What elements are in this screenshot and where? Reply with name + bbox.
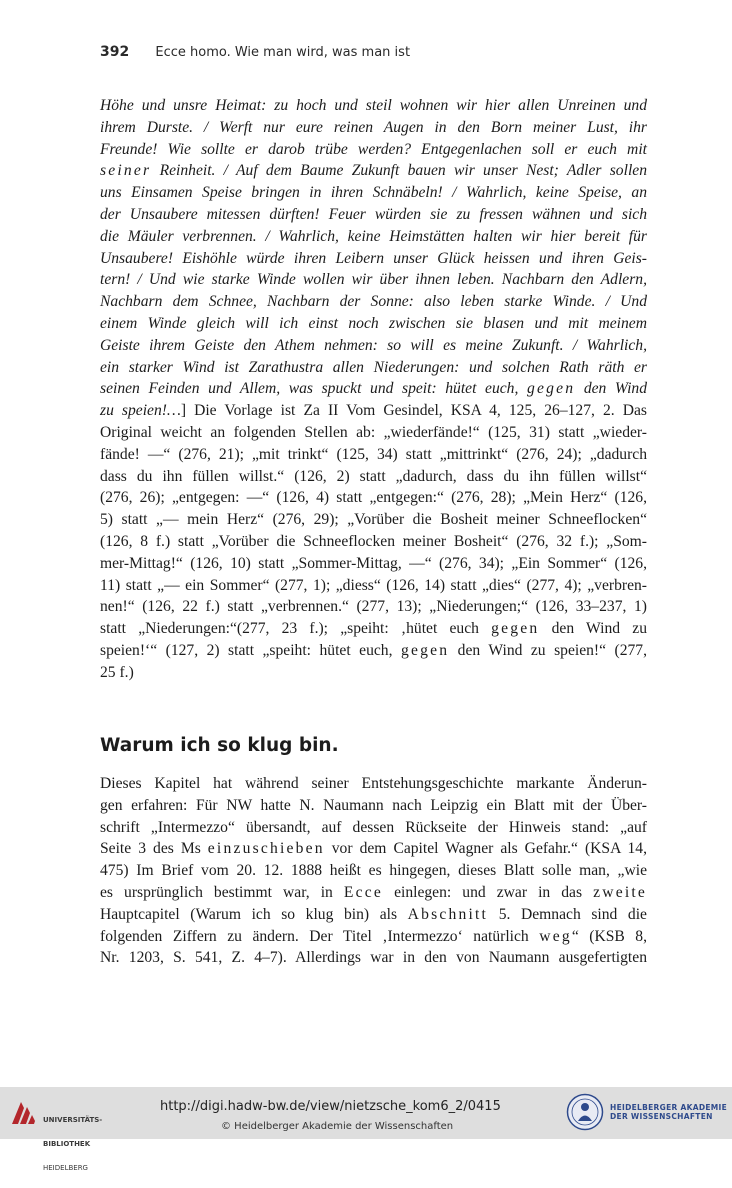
commentary-line-5: 5) statt „— mein Herz“ (276, 29); „Vorüber die Bosheit meiner Schneeflocken“	[100, 511, 647, 529]
footer-bar	[0, 1087, 732, 1172]
spaced-emphasis: gegen	[526, 380, 576, 398]
academy-line-1: HEIDELBERGER AKADEMIE	[610, 1103, 728, 1112]
section-line-5: 475) Im Brief vom 20. 12. 1888 heißt es hingegen, dieses Blatt solle man, „wie	[100, 862, 647, 880]
quote-line-9: tern! / Und wie starke Winde wollen wir über ihnen leben. Nachbarn den Adlern,	[100, 271, 647, 289]
spaced-emphasis: Abschnitt	[407, 905, 489, 923]
page-number: 392	[100, 44, 130, 60]
commentary-line-10: statt „Niederungen:“(277, 23 f.); „speiht: ‚hütet euch gegen den Wind zu	[100, 620, 647, 638]
section-line-2: gen erfahren: Für NW hatte N. Naumann nach Leipzig ein Blatt mit der Über-	[100, 796, 647, 814]
spaced-emphasis: weg	[539, 927, 572, 945]
ub-line-2: BIBLIOTHEK	[43, 1140, 91, 1148]
spaced-emphasis: gegen	[400, 641, 450, 659]
commentary-line-6: (126, 8 f.) statt „Vorüber die Schneeflocken meiner Bosheit“ (276, 32 f.); „Som-	[100, 532, 647, 550]
section-line-9: Nr. 1203, S. 541, Z. 4–7). Allerdings war in den von Naumann ausgefertigten	[100, 949, 647, 967]
ub-line-1: UNIVERSITÄTS-	[43, 1116, 103, 1124]
university-library-name	[43, 1100, 102, 1188]
quote-end-roman: ] Die Vorlage ist Za II Vom Gesindel, KSA 4, 125, 26–127, 2. Das	[180, 402, 647, 420]
spaced-emphasis: seiner	[100, 162, 152, 180]
spaced-emphasis: Ecce	[343, 883, 384, 901]
commentary-line-11: speien!‘“ (127, 2) statt „speiht: hütet euch, gegen den Wind zu speien!“ (277,	[100, 641, 647, 659]
section-line-3: schrift „Intermezzo“ übersandt, auf dessen Rückseite der Hinweis stand: „auf	[100, 818, 647, 836]
commentary-line-8: 11) statt „— ein Sommer“ (277, 1); „diess“ (126, 14) statt „dies“ (277, 4); „verbren-	[100, 576, 647, 594]
section-line-4: Seite 3 des Ms einzuschieben vor dem Capitel Wagner als Gefahr.“ (KSA 14,	[100, 840, 647, 858]
quote-line-6: der Unsaubere mitessen dürften! Feuer würden sie zu fressen wähnen und sich	[100, 205, 647, 223]
text-line-quote-end	[100, 400, 647, 422]
section-body	[100, 773, 647, 969]
quotation-lines	[100, 95, 647, 400]
quote-line-7: die Mäuler verbrennen. / Wahrlich, keine Heimstätten halten wir hier bereit für	[100, 227, 647, 245]
university-library-logo-icon	[8, 1096, 40, 1128]
academy-seal-icon	[566, 1093, 604, 1131]
quote-line-2: ihrem Durste. / Werft nur eure reinen Augen in den Born meiner Lust, ihr	[100, 118, 647, 136]
running-title: Ecce homo. Wie man wird, was man ist	[155, 45, 411, 60]
commentary-block	[100, 95, 647, 684]
quote-end-italic: zu speien!…	[100, 402, 181, 420]
quote-line-5: uns Einsamen Speise bringen in ihren Schnäbeln! / Wahrlich, keine Speise, an	[100, 184, 647, 202]
commentary-line-7: mer-Mittag!“ (126, 10) statt „Sommer-Mittag, —“ (276, 34); „Ein Sommer“ (126,	[100, 554, 647, 572]
section-line-7: Hauptcapitel (Warum ich so klug bin) als Abschnitt 5. Demnach sind die	[100, 905, 647, 923]
commentary-line-1: Original weicht an folgenden Stellen ab: „wiederfände!“ (125, 31) statt „wieder-	[100, 423, 647, 441]
spaced-emphasis: einzuschieben	[207, 840, 325, 858]
commentary-line-3: dass du ihn füllen willst.“ (126, 2) statt „dadurch, dass du ihn füllen willst“	[100, 467, 647, 485]
academy-name	[610, 1103, 727, 1121]
section-line-1: Dieses Kapitel hat während seiner Entstehungsgeschichte markante Änderun-	[100, 775, 647, 792]
spaced-emphasis: zweite	[593, 883, 647, 901]
section-heading: Warum ich so klug bin.	[100, 735, 339, 756]
spaced-emphasis: gegen	[491, 620, 540, 638]
quote-line-4: seiner Reinheit. / Auf dem Baume Zukunft bauen wir unser Nest; Adler sollen	[100, 162, 647, 180]
quote-line-11: einem Winde gleich will ich einst noch zwischen sie blasen und mit meinem	[100, 314, 647, 332]
quote-line-12: Geiste ihrem Geiste den Athem nehmen: so will es meine Zukunft. / Wahrlich,	[100, 336, 647, 354]
section-line-6: es ursprünglich bestimmt war, in Ecce einlegen: und zwar in das zweite	[100, 883, 647, 901]
quote-line-14: seinen Feinden und Allem, was spuckt und speit: hütet euch, gegen den Wind	[100, 380, 647, 398]
commentary-line-4: (276, 26); „entgegen: —“ (126, 4) statt „entgegen:“ (276, 28); „Mein Herz“ (126,	[100, 489, 647, 507]
quote-line-1: Höhe und unsre Heimat: zu hoch und steil wohnen wir hier allen Unreinen und	[100, 97, 647, 114]
permalink-url[interactable]: http://digi.hadw-bw.de/view/nietzsche_kom6_2/0415	[160, 1099, 501, 1114]
section-line-8: folgenden Ziffern zu ändern. Der Titel ‚Intermezzo‘ natürlich weg“ (KSB 8,	[100, 927, 647, 945]
commentary-line-2: fände! —“ (276, 21); „mit trinkt“ (125, 34) statt „mittrinkt“ (276, 24); „dadurch	[100, 445, 647, 463]
quote-line-3: Freunde! Wie sollte er darob trübe werden? Entgegenlachen soll er euch mit	[100, 140, 647, 158]
quote-line-13: ein starker Wind ist Zarathustra allen Niederungen: und solchen Rath räth er	[100, 358, 647, 376]
running-header	[100, 44, 410, 60]
quote-line-10: Nachbarn dem Schnee, Nachbarn der Sonne: also leben starke Winde. / Und	[100, 293, 647, 311]
academy-line-2: DER WISSENSCHAFTEN	[610, 1112, 713, 1121]
commentary-line-12: 25 f.)	[100, 663, 134, 681]
quote-line-8: Unsaubere! Eishöhle würde ihren Leibern unser Glück heissen und ihren Geis-	[100, 249, 647, 267]
ub-line-3: HEIDELBERG	[43, 1164, 88, 1172]
copyright-notice: © Heidelberger Akademie der Wissenschaften	[221, 1121, 454, 1132]
commentary-line-9: nen!“ (126, 22 f.) statt „verbrennen.“ (277, 13); „Niederungen;“ (126, 33–237, 1)	[100, 598, 647, 616]
commentary-lines	[100, 422, 647, 684]
